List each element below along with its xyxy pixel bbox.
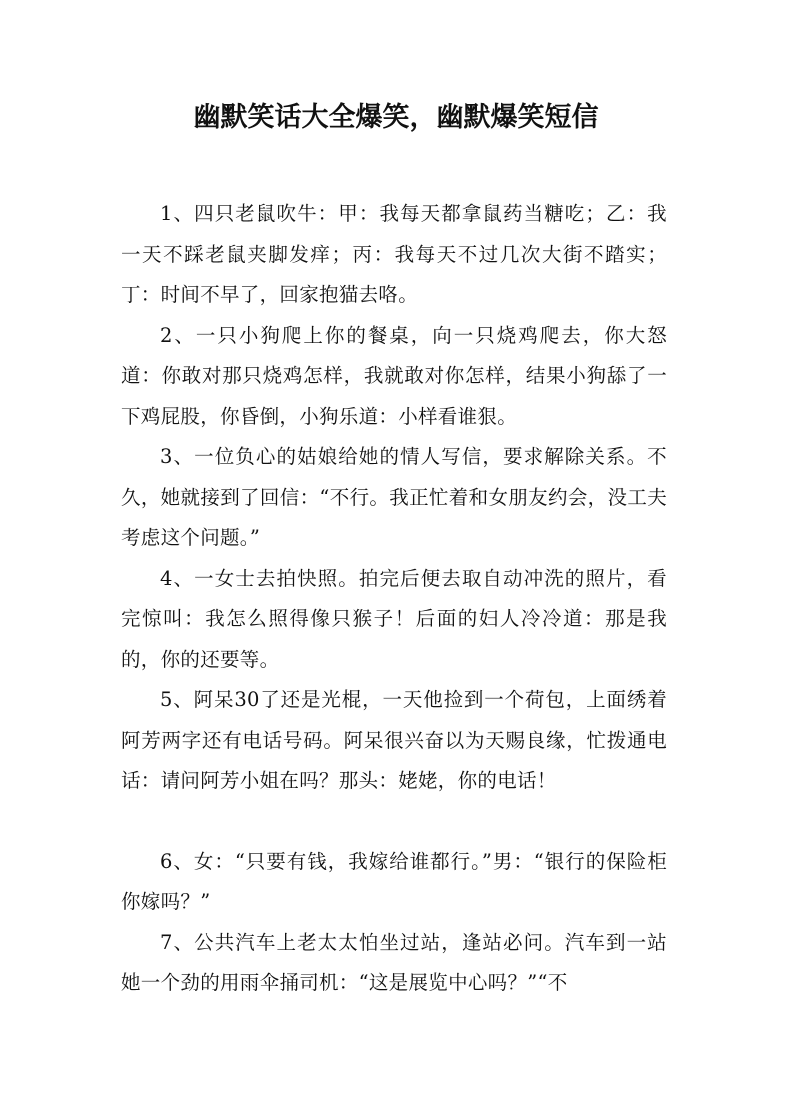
joke-paragraph-2: 2、一只小狗爬上你的餐桌，向一只烧鸡爬去，你大怒道：你敢对那只烧鸡怎样，我就敢对你怎样，结果小狗舔了一下鸡屁股，你昏倒，小狗乐道：小样看谁狠。 <box>121 323 667 428</box>
joke-paragraph-6: 6、女：“只要有钱，我嫁给谁都行。”男：“银行的保险柜你嫁吗？” <box>121 849 667 913</box>
document-title: 幽默笑话大全爆笑，幽默爆笑短信 <box>193 102 599 133</box>
joke-paragraph-1: 1、四只老鼠吹牛：甲：我每天都拿鼠药当糖吃；乙：我一天不踩老鼠夹脚发痒；丙：我每天不过几次大街不踏实；丁：时间不早了，回家抱猫去咯。 <box>121 202 667 306</box>
joke-paragraph-7: 7、公共汽车上老太太怕坐过站，逢站必问。汽车到一站她一个劲的用雨伞捅司机：“这是展览中心吗？”“不 <box>121 930 667 994</box>
joke-paragraph-4: 4、一女士去拍快照。拍完后便去取自动冲洗的照片，看完惊叫：我怎么照得像只猴子！后面的妇人冷冷道：那是我的，你的还要等。 <box>121 566 667 671</box>
document-body <box>121 194 667 1004</box>
paragraph-spacer <box>121 802 667 842</box>
joke-paragraph-3: 3、一位负心的姑娘给她的情人写信，要求解除关系。不久，她就接到了回信：“不行。我正忙着和女朋友约会，没工夫考虑这个问题。” <box>121 445 667 549</box>
joke-paragraph-5: 5、阿呆30了还是光棍，一天他捡到一个荷包，上面绣着阿芳两字还有电话号码。阿呆很兴奋以为天赐良缘，忙拨通电话：请问阿芳小姐在吗？那头：姥姥，你的电话！ <box>121 688 667 792</box>
